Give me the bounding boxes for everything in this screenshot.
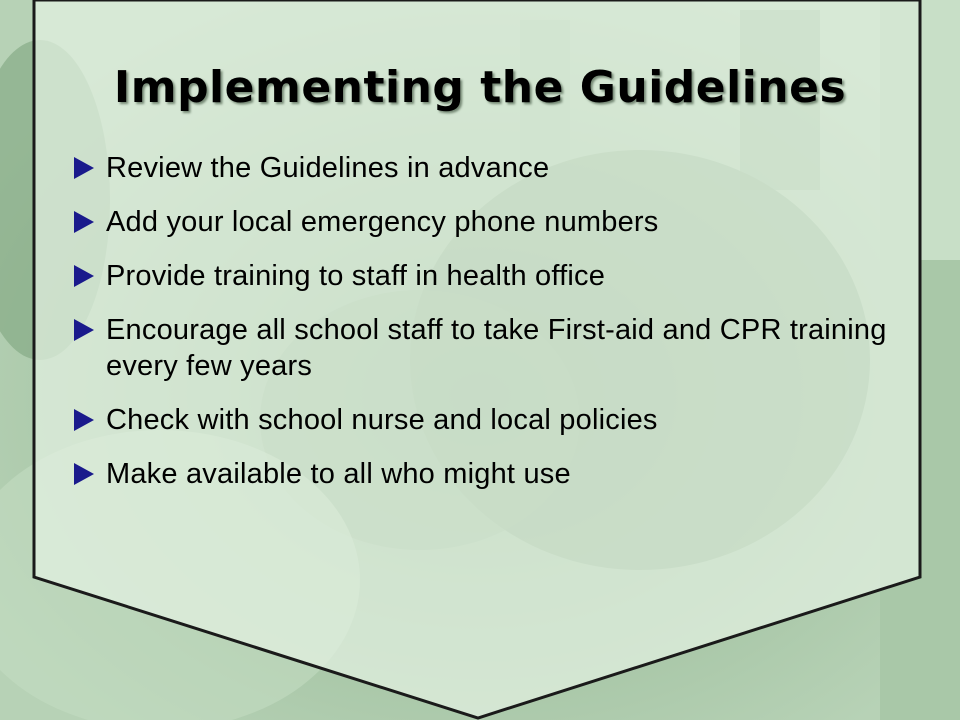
bullet-text: Check with school nurse and local policies <box>106 404 658 436</box>
list-item <box>70 204 890 240</box>
bullet-text: Add your local emergency phone numbers <box>106 206 659 238</box>
list-item <box>70 402 890 438</box>
triangle-bullet-icon <box>74 409 94 431</box>
bullet-text: Encourage all school staff to take First-aid and CPR training every few years <box>106 314 887 382</box>
bullet-list <box>70 150 890 510</box>
slide-title: Implementing the Guidelines <box>113 62 847 113</box>
list-item <box>70 456 890 492</box>
bullet-text: Provide training to staff in health office <box>106 260 606 292</box>
triangle-bullet-icon <box>74 265 94 287</box>
triangle-bullet-icon <box>74 319 94 341</box>
bullet-text: Make available to all who might use <box>106 458 571 490</box>
bullet-text: Review the Guidelines in advance <box>106 152 550 184</box>
triangle-bullet-icon <box>74 211 94 233</box>
triangle-bullet-icon <box>74 157 94 179</box>
list-item <box>70 258 890 294</box>
list-item <box>70 312 890 384</box>
triangle-bullet-icon <box>74 463 94 485</box>
list-item <box>70 150 890 186</box>
